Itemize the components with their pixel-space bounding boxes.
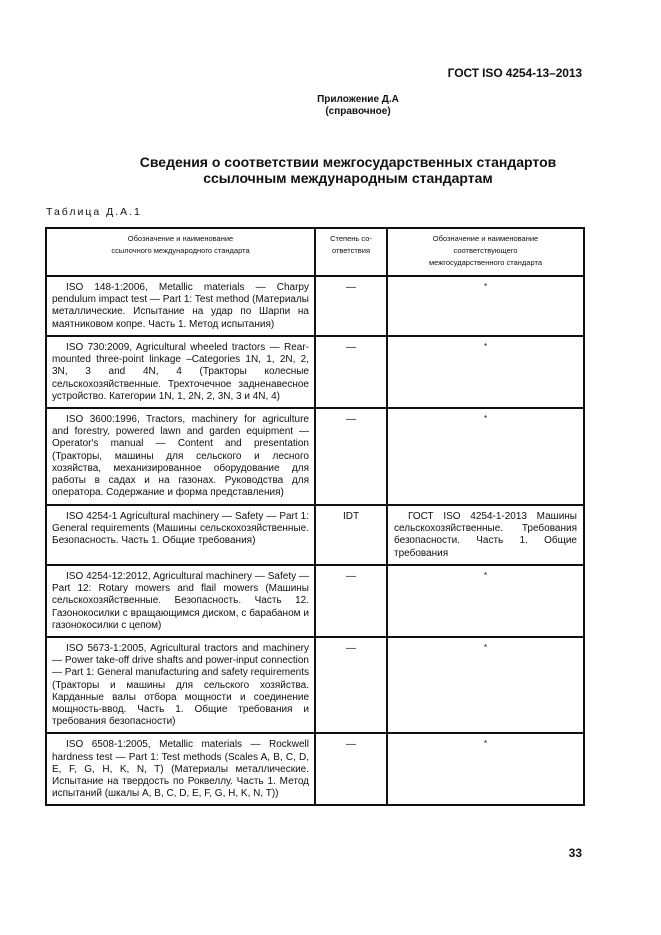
international-standard-text: ISO 4254-1 Agricultural machinery — Safety — Part 1: General requirements (Машины сельскохозяйственные. Безопасность. Часть 1. Общие требования) — [52, 511, 309, 547]
page-title-line-1: Сведения о соответствии межгосударственных стандартов — [139, 154, 557, 170]
international-standard-text: ISO 3600:1996, Tractors, machinery for agriculture and forestry, powered lawn and garden equipment — Operator's manual — Content and presentation (Тракторы, машины для сельского и лесного хозяйства, механизированное оборудование для работы в садах и на газонах. Руководства для оператора. Содержание и форма представления) — [52, 414, 309, 499]
cell-international — [46, 733, 315, 805]
standards-correspondence-table — [45, 227, 585, 806]
interstate-standard-text: ГОСТ ISO 4254-1-2013 Машины сельскохозяйственные. Требования безопасности. Часть 1. Общие требования — [394, 511, 577, 559]
degree-value: — — [346, 342, 356, 353]
cell-degree — [315, 276, 387, 336]
column-header-degree — [315, 228, 387, 276]
header-line: Степень со- — [330, 234, 372, 243]
degree-value: — — [346, 739, 356, 751]
cell-international — [46, 565, 315, 637]
column-header-international — [46, 228, 315, 276]
page-title — [0, 154, 661, 186]
header-line: соответствующего — [453, 246, 518, 255]
cell-degree — [315, 336, 387, 408]
cell-interstate — [387, 637, 584, 733]
cell-interstate — [387, 565, 584, 637]
header-line: ссылочного международного стандарта — [111, 246, 250, 255]
cell-interstate — [387, 733, 584, 805]
cell-international — [46, 276, 315, 336]
cell-degree — [315, 505, 387, 565]
cell-degree — [315, 408, 387, 505]
interstate-standard-text: * — [483, 342, 488, 351]
appendix-title: Приложение Д.А — [317, 94, 399, 105]
interstate-standard-text: * — [483, 282, 488, 291]
cell-international — [46, 505, 315, 565]
international-standard-text: ISO 4254-12:2012, Agricultural machinery — Safety — Part 12: Rotary mowers and flail mowers (Машины сельскохозяйственные. Безопасность. Часть 12. Газонокосилки с вращающимся диском, с барабаном и газонокосилки с цепом) — [52, 571, 309, 631]
cell-international — [46, 637, 315, 733]
cell-interstate — [387, 276, 584, 336]
header-line: Обозначение и наименование — [432, 234, 539, 243]
column-header-interstate — [387, 228, 584, 276]
document-code: ГОСТ ISO 4254-13–2013 — [447, 66, 582, 80]
cell-interstate — [387, 505, 584, 565]
cell-degree — [315, 637, 387, 733]
appendix-subtitle: (справочное) — [325, 106, 391, 117]
cell-interstate — [387, 408, 584, 505]
table-row — [46, 733, 584, 805]
international-standard-text: ISO 5673-1:2005, Agricultural tractors and machinery — Power take-off drive shafts and power-input connection — Part 1: General manufacturing and safety requirements (Тракторы и машины для сельского хозяйства. Карданные валы отбора мощности и соединение мощность-ввод. Часть 1. Общие требования и требования безопасности) — [52, 643, 309, 728]
table-header-row — [46, 228, 584, 276]
interstate-standard-text: * — [483, 739, 488, 749]
degree-value: — — [346, 414, 356, 426]
table-row — [46, 276, 584, 336]
cell-degree — [315, 733, 387, 805]
cell-degree — [315, 565, 387, 637]
table-caption: Таблица Д.А.1 — [46, 206, 142, 218]
page-title-line-2: ссылочным международным стандартам — [203, 170, 493, 186]
degree-value: IDT — [342, 511, 360, 523]
interstate-standard-text: * — [483, 643, 488, 653]
degree-value: — — [346, 571, 356, 583]
table-row — [46, 336, 584, 408]
degree-value: — — [346, 282, 356, 293]
cell-international — [46, 408, 315, 505]
interstate-standard-text: * — [483, 571, 488, 581]
table-row — [46, 505, 584, 565]
header-line: ответствия — [331, 246, 371, 255]
header-line: Обозначение и наименование — [127, 234, 234, 243]
cell-international — [46, 336, 315, 408]
header-line: межгосударственного стандарта — [429, 258, 542, 267]
table-row — [46, 565, 584, 637]
cell-interstate — [387, 336, 584, 408]
appendix-heading — [0, 94, 661, 118]
international-standard-text: ISO 148-1:2006, Metallic materials — Charpy pendulum impact test — Part 1: Test method (Материалы металлические. Испытание на удар по Шарпи на маятниковом копре. Часть 1. Метод испытания) — [52, 282, 309, 330]
interstate-standard-text: * — [483, 414, 488, 424]
degree-value: — — [346, 643, 356, 655]
table-row — [46, 408, 584, 505]
table-row — [46, 637, 584, 733]
international-standard-text: ISO 6508-1:2005, Metallic materials — Rockwell hardness test — Part 1: Test methods (Scales A, B, C, D, E, F, G, H, K, N, T) (Материалы металлические. Испытание на твердость по Роквеллу. Часть 1. Метод испытаний (шкалы A, B, C, D, E, F, G, H, K, N, T)) — [52, 739, 309, 800]
page-number: 33 — [568, 846, 582, 860]
international-standard-text: ISO 730:2009, Agricultural wheeled tractors — Rear-mounted three-point linkage –Categories 1N, 1, 2N, 2, 3N, 3 and 4N, 4 (Тракторы колесные сельскохозяйственные. Трехточечное задненавесное устройство. Категории 1N, 1, 2N, 2, 3N, 3 и 4N, 4) — [52, 342, 309, 402]
